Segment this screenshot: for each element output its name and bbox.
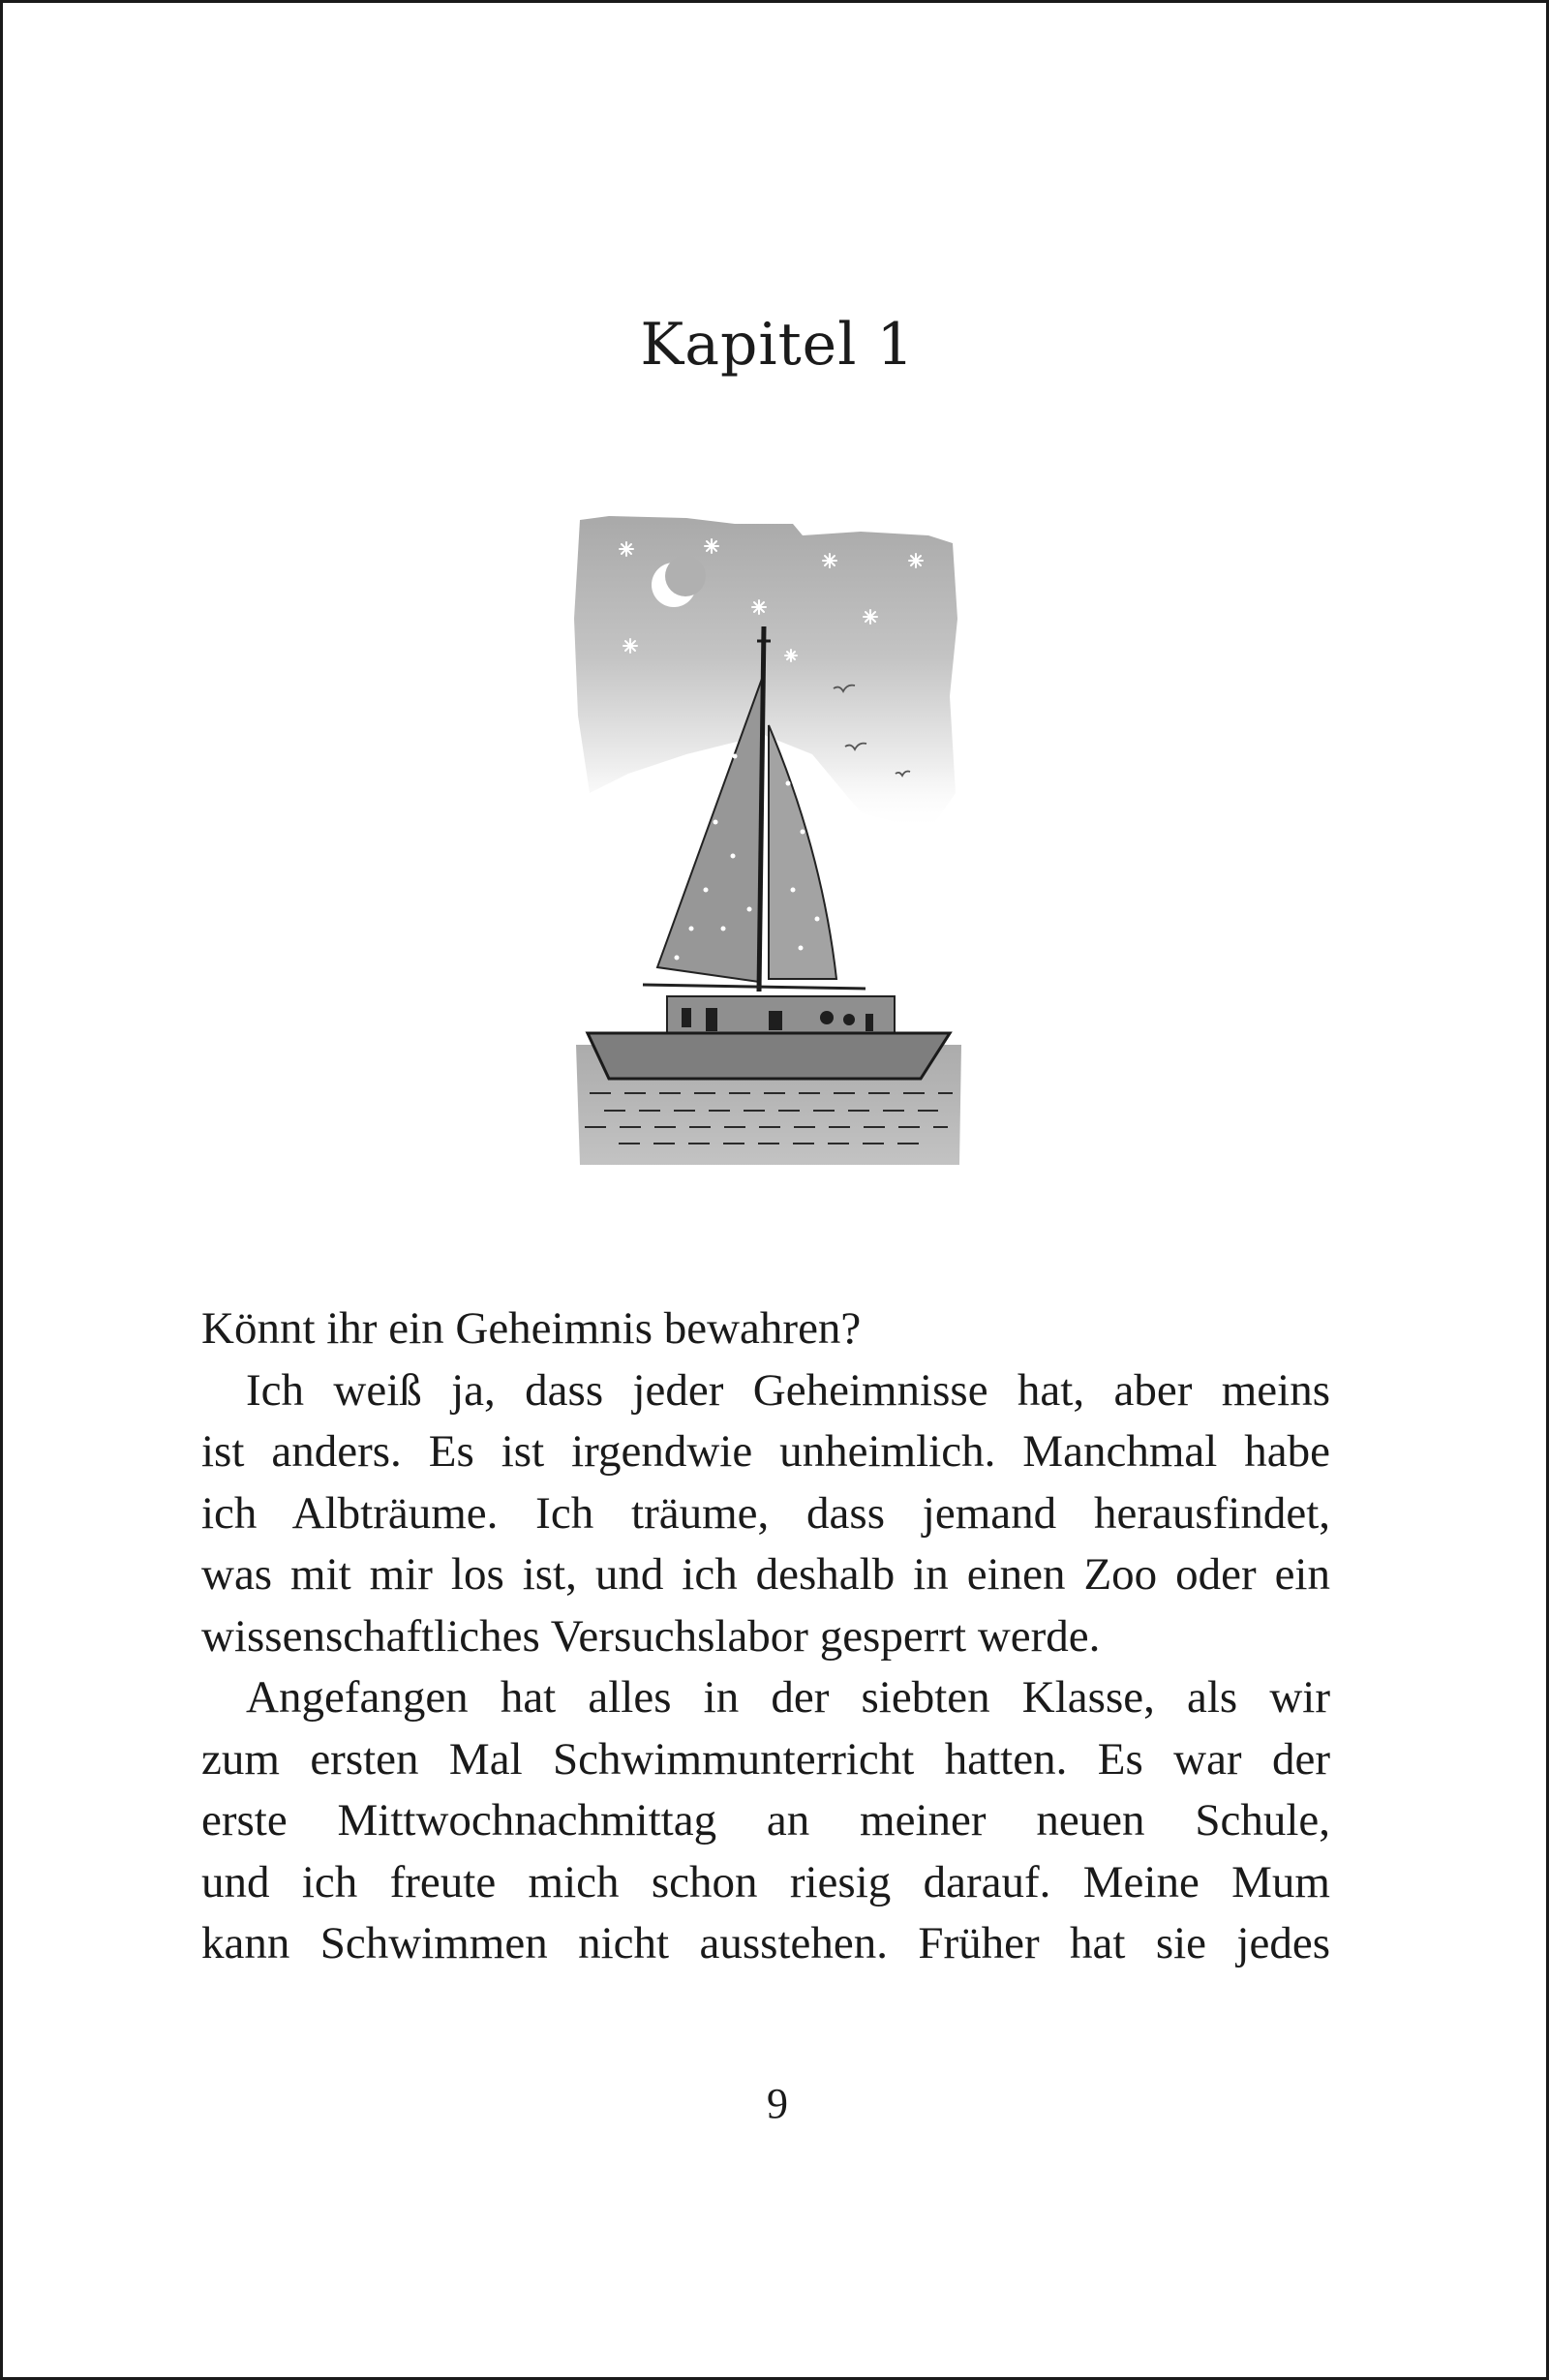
text-line: wissenschaftliches Versuchslabor gesperrt werde.: [201, 1610, 1101, 1662]
text-line: zum ersten Mal Schwimmunterricht hatten. Es war der: [201, 1733, 1330, 1785]
sky-wash: [574, 516, 957, 832]
text-line: und ich freute mich schon riesig darauf. Meine Mum: [201, 1856, 1330, 1907]
page-number: 9: [767, 2080, 788, 2127]
text-line: Angefangen hat alles in der siebten Klasse, als wir: [246, 1672, 1330, 1723]
text-line: kann Schwimmen nicht ausstehen. Früher hat sie jedes: [201, 1918, 1330, 1968]
text-line: was mit mir los ist, und ich deshalb in einen Zoo oder ein: [201, 1549, 1330, 1600]
text-line: Könnt ihr ein Geheimnis bewahren?: [201, 1303, 862, 1354]
chapter-title: Kapitel 1: [640, 311, 915, 379]
chapter-body-text: [201, 1298, 1330, 1975]
text-line: erste Mittwochnachmittag an meiner neuen Schule,: [201, 1795, 1330, 1846]
text-line: ich Albträume. Ich träume, dass jemand herausfindet,: [201, 1487, 1330, 1539]
text-line: ist anders. Es ist irgendwie unheimlich. Manchmal habe: [201, 1426, 1330, 1477]
sailboat-illustration: [570, 503, 967, 1165]
text-line: Ich weiß ja, dass jeder Geheimnisse hat, aber meins: [246, 1364, 1330, 1416]
